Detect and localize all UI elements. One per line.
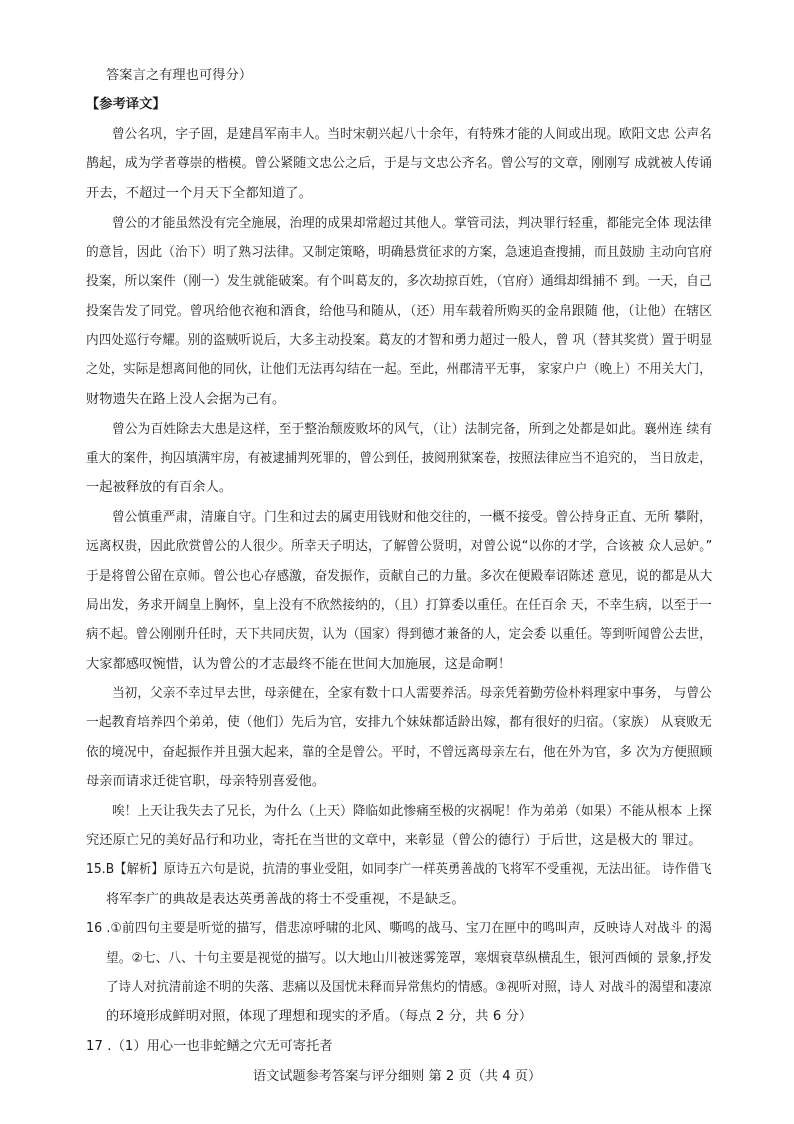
text-line: 远离权贵，因此欣赏曾公的人很少。所幸天子明达，了解曾公贤明，对曾公说“以你的才学，合该被 众人忌妒。” [86, 539, 713, 554]
text-line: 望。②七、八、十句主要是视觉的描写。以大地山川被迷雾笼罩，寒烟衰草纵横乱生，银河西倾的 景象,抒发 [106, 951, 712, 966]
text-line: 唉！上天让我失去了兄长，为什么（上天）降临如此惨痛至极的灾祸呢！作为弟弟（如果）不能从根本 上探 [112, 804, 712, 819]
text-line: 曾公名巩，字子固，是建昌军南丰人。当时宋朝兴起八十余年，有特殊才能的人间或出现。欧阳文忠 公声名 [112, 127, 712, 142]
text-line: 重大的案件，拘囚填满牢房，有被逮捕判死罪的，曾公到任，披阅刑狱案卷，按照法律应当不追究的， 当日放走， [86, 451, 712, 466]
text-line: 当初，父亲不幸过早去世，母亲健在，全家有数十口人需要养活。母亲凭着勤劳俭朴料理家中事务， 与曾公 [112, 686, 712, 701]
text-line: 之处，实际是想离间他的同伙，让他们无法再勾结在一起。至此，州郡清平无事， 家家户户（晚上）不用关大门， [86, 362, 712, 377]
text-line: 投案告发了同党。曾巩给他衣袍和酒食，给他马和随从，（还）用车载着所购买的金帛跟随 他，（让他）在辖区 [86, 304, 713, 319]
text-line: 答案言之有理也可得分） [106, 68, 253, 83]
text-line: 的意旨，因此（治下）明了熟习法律。又制定策略，明确悬赏征求的方案，急速追查搜捕，而且鼓励 主动向官府 [86, 245, 713, 260]
text-line: 鹊起，成为学者尊崇的楷模。曾公紧随文忠公之后，于是与文忠公齐名。曾公写的文章，刚刚写 成就被人传诵 [86, 156, 713, 171]
text-line: 曾公慎重严肃，清廉自守。门生和过去的属吏用钱财和他交往的，一概不接受。曾公持身正直、无所 攀附， [112, 510, 712, 525]
text-line: 曾公为百姓除去大患是这样，至于整治颓废败坏的风气，（让）法制完备，所到之处都是如此。襄州连 续有 [112, 422, 713, 437]
text-line: 了诗人对抗清前途不明的失落、悲痛以及国忧未释而异常焦灼的情感。③视听对照，诗人 对战斗的渴望和凄凉 [106, 980, 712, 995]
text-line: 的环境形成鲜明对照，体现了理想和现实的矛盾。（每点 2 分，共 6 分） [106, 1009, 533, 1024]
answer-17: 17 .（1）用心一也非蛇鳝之穴无可寄托者 [86, 1039, 333, 1054]
text-line: 究还原亡兄的美好品行和功业，寄托在当世的文章中，来彰显（曾公的德行）于后世，这是极大的 罪过。 [86, 833, 702, 848]
text-line: 病不起。曾公刚刚升任时，天下共同庆贺，认为（国家）得到德才兼备的人，定会委 以重任。等到听闻曾公去世， [86, 627, 712, 642]
page-footer: 语文试题参考答案与评分细则 第 2 页（共 4 页） [252, 1069, 542, 1084]
text-line: 将军李广的典故是表达英勇善战的将士不受重视，不是缺乏。 [106, 892, 465, 907]
text-line: 局出发，务求开阔皇上胸怀，皇上没有不欣然接纳的，（且）打算委以重任。在任百余 天，不幸生病，以至于一 [86, 598, 712, 613]
text-line: 曾公的才能虽然没有完全施展，治理的成果却常超过其他人。掌管司法，判决罪行轻重，都能完全体 现法律 [112, 216, 712, 231]
text-line: 一起教育培养四个弟弟，使（他们）先后为官，安排九个妹妹都适龄出嫁，都有很好的归宿。（家族） 从衰败无 [86, 715, 712, 730]
text-line: 开去，不超过一个月天下全都知道了。 [86, 186, 312, 201]
text-line: 大家都感叹惋惜，认为曾公的才志最终不能在世间大加施展，这是命啊！ [86, 657, 512, 672]
answer-16: 16 .①前四句主要是听觉的描写，借悲凉呼啸的北风、嘶鸣的战马、宝刀在匣中的鸣叫声，反映诗人对战斗 的渴 [86, 921, 713, 936]
text-line: 于是将曾公留在京师。曾公也心存感激，奋发振作，贡献自己的力量。多次在便殿奉诏陈述 意见，说的都是从大 [86, 569, 713, 584]
text-line: 财物遗失在路上没人会据为己有。 [86, 392, 286, 407]
text-line: 一起被释放的有百余人。 [86, 480, 233, 495]
section-heading: 【参考译文】 [86, 97, 166, 112]
text-line: 母亲而请求迁徙官职，母亲特别喜爱他。 [86, 774, 326, 789]
text-line: 依的境况中，奋起振作并且强大起来，靠的全是曾公。平时，不曾远离母亲左右，他在外为官，多 次为方便照顾 [86, 745, 713, 760]
text-line: 投案，所以案件（刚一）发生就能破案。有个叫葛友的，多次劫掠百姓，（官府）通缉却缉捕不 到。一天，自己 [86, 274, 712, 289]
answer-15: 15.B【解析】原诗五六句是说，抗清的事业受阻，如同李广一样英勇善战的飞将军不受重视，无法出征。 诗作借飞 [86, 862, 712, 877]
text-line: 内四处巡行夸耀。别的盗贼听说后，大多主动投案。葛友的才智和勇力超过一般人，曾 巩（替其奖赏）置于明显 [86, 333, 713, 348]
